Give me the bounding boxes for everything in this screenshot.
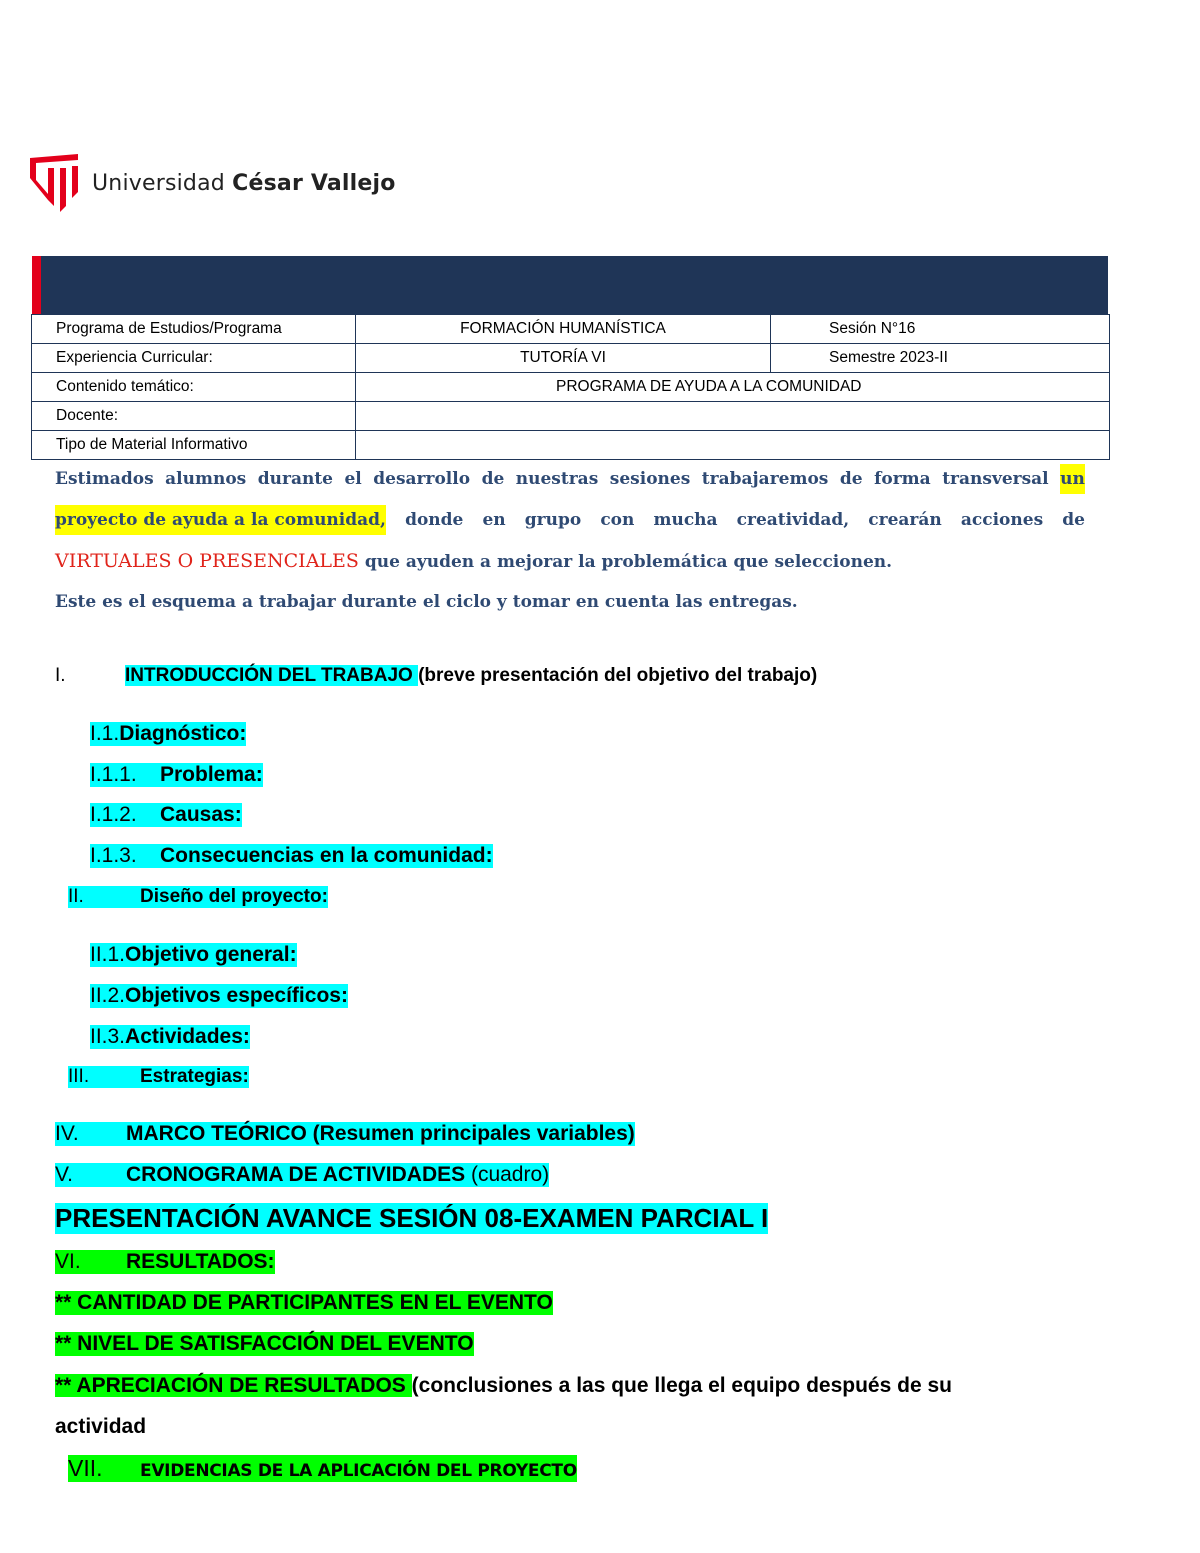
section-4 xyxy=(55,1122,635,1146)
intro-line-1 xyxy=(55,464,1085,494)
section-number: II. xyxy=(68,886,84,907)
section-3 xyxy=(68,1066,249,1088)
intro-line-4: Este es el esquema a trabajar durante el ciclo y tomar en cuenta las entregas. xyxy=(55,592,798,612)
section-1-1-2 xyxy=(90,803,242,827)
intro-word: de xyxy=(481,469,505,489)
intro-word: crearán xyxy=(868,510,942,530)
intro-word: forma xyxy=(874,469,931,489)
section-2-3 xyxy=(90,1025,250,1049)
section-title: Objetivo general: xyxy=(125,943,297,966)
intro-word: trabajaremos xyxy=(701,469,829,489)
section-number: I.1.3. xyxy=(90,844,137,867)
section-title: MARCO TEÓRICO (Resumen principales variables) xyxy=(126,1122,635,1145)
section-2-2 xyxy=(90,984,348,1008)
section-note: (cuadro) xyxy=(470,1163,550,1186)
intro-word: desarrollo xyxy=(373,469,471,489)
section-1-1 xyxy=(90,722,246,746)
material-type-value xyxy=(356,431,1110,460)
result-title: ** APRECIACIÓN DE RESULTADOS xyxy=(55,1374,412,1397)
section-2 xyxy=(68,886,328,908)
section-number: VII. xyxy=(68,1455,103,1481)
intro-word: de xyxy=(1062,510,1085,530)
intro-word: con xyxy=(600,510,635,530)
presentation-heading: PRESENTACIÓN AVANCE SESIÓN 08-EXAMEN PARCIAL I xyxy=(55,1203,769,1233)
section-title: Estrategias: xyxy=(140,1066,249,1087)
intro-word: durante xyxy=(257,469,333,489)
intro-word: transversal xyxy=(942,469,1049,489)
intro-word: grupo xyxy=(524,510,582,530)
section-title: Causas: xyxy=(160,803,242,826)
intro-word: Estimados xyxy=(55,469,154,489)
result-item: ** CANTIDAD DE PARTICIPANTES EN EL EVENTO xyxy=(55,1291,553,1314)
result-note: (conclusiones a las que llega el equipo después de su xyxy=(411,1374,952,1397)
university-logo xyxy=(30,154,396,212)
section-title: RESULTADOS: xyxy=(126,1250,275,1273)
curricular-label: Experiencia Curricular: xyxy=(32,344,356,373)
section-5 xyxy=(55,1163,549,1187)
section-7 xyxy=(68,1455,577,1482)
table-row xyxy=(32,373,1110,402)
section-title: Problema: xyxy=(160,763,263,786)
intro-word: creatividad, xyxy=(736,510,850,530)
section-2-1 xyxy=(90,943,297,967)
section-title: CRONOGRAMA DE ACTIVIDADES xyxy=(126,1163,471,1186)
header-band-accent xyxy=(32,256,41,314)
section-1-1-1 xyxy=(90,763,263,787)
intro-word: de xyxy=(839,469,863,489)
intro-word: nuestras xyxy=(515,469,599,489)
section-1 xyxy=(55,665,817,687)
result-item: ** NIVEL DE SATISFACCIÓN DEL EVENTO xyxy=(55,1332,474,1355)
section-title: EVIDENCIAS DE LA APLICACIÓN DEL PROYECTO xyxy=(140,1461,577,1481)
intro-line-2 xyxy=(55,505,1085,535)
logo-wordmark: Universidad César Vallejo xyxy=(92,170,396,196)
section-note: (breve presentación del objetivo del trabajo) xyxy=(418,665,818,686)
section-number: II.1. xyxy=(90,943,126,966)
section-number: III. xyxy=(68,1066,90,1087)
highlighted-word: un xyxy=(1060,464,1085,494)
section-title: Diagnóstico: xyxy=(119,722,247,745)
table-row xyxy=(32,344,1110,373)
intro-word: el xyxy=(344,469,362,489)
section-title: Objetivos específicos: xyxy=(125,984,348,1007)
section-title: Actividades: xyxy=(125,1025,250,1048)
highlighted-phrase: proyecto de ayuda a la comunidad, xyxy=(55,505,386,535)
teacher-value xyxy=(356,402,1110,431)
intro-word: donde xyxy=(405,510,464,530)
table-row xyxy=(32,315,1110,344)
content-value: PROGRAMA DE AYUDA A LA COMUNIDAD xyxy=(356,373,1110,402)
program-label: Programa de Estudios/Programa xyxy=(32,315,356,344)
section-number: I.1.2. xyxy=(90,803,137,826)
session-number: Sesión N°16 xyxy=(771,315,1110,344)
section-number: I.1. xyxy=(90,722,120,745)
semester: Semestre 2023-II xyxy=(771,344,1110,373)
ucv-shield-icon xyxy=(30,154,78,212)
section-title: Diseño del proyecto: xyxy=(140,886,328,907)
intro-line-3 xyxy=(55,546,1085,576)
teacher-label: Docente: xyxy=(32,402,356,431)
header-band xyxy=(32,256,1108,314)
section-number: I.1.1. xyxy=(90,763,137,786)
intro-word: en xyxy=(482,510,506,530)
section-1-1-3 xyxy=(90,844,493,868)
section-number: II.2. xyxy=(90,984,126,1007)
material-type-label: Tipo de Material Informativo xyxy=(32,431,356,460)
section-number: I. xyxy=(55,665,66,686)
section-title: INTRODUCCIÓN DEL TRABAJO xyxy=(125,665,419,686)
section-6 xyxy=(55,1250,275,1274)
course-info-table xyxy=(31,314,1110,460)
intro-word: acciones xyxy=(960,510,1044,530)
table-row xyxy=(32,431,1110,460)
section-number: II.3. xyxy=(90,1025,126,1048)
curricular-value: TUTORÍA VI xyxy=(356,344,771,373)
section-title: Consecuencias en la comunidad: xyxy=(160,844,493,867)
content-label: Contenido temático: xyxy=(32,373,356,402)
result-item xyxy=(55,1374,952,1398)
intro-word: sesiones xyxy=(609,469,691,489)
section-number: IV. xyxy=(55,1122,79,1145)
intro-text: que ayuden a mejorar la problemática que seleccionen. xyxy=(358,552,893,572)
intro-word: alumnos xyxy=(165,469,247,489)
section-number: V. xyxy=(55,1163,73,1186)
section-number: VI. xyxy=(55,1250,81,1273)
intro-word: mucha xyxy=(653,510,718,530)
virtual-presencial-text: VIRTUALES O PRESENCIALES xyxy=(55,550,359,572)
result-note-continued: actividad xyxy=(55,1415,147,1438)
program-value: FORMACIÓN HUMANÍSTICA xyxy=(356,315,771,344)
table-row xyxy=(32,402,1110,431)
